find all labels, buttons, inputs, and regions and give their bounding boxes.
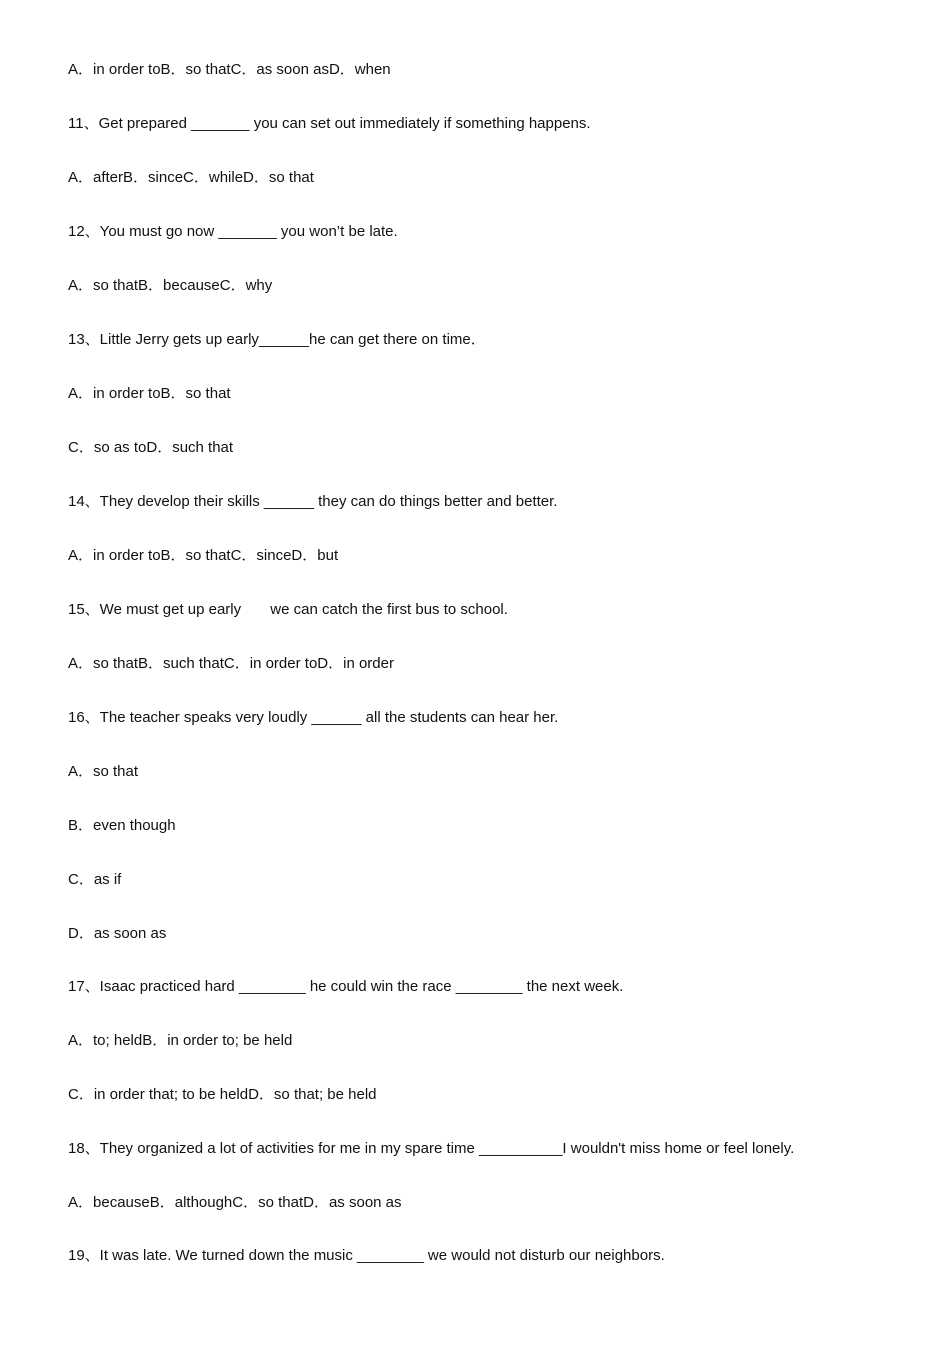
options-q14: A．in order toB．so thatC．sinceD．but (68, 547, 339, 564)
option-q16-b: B．even though (68, 817, 176, 834)
options-q13-ab: A．in order toB．so that (68, 385, 231, 402)
options-q13-cd: C．so as toD．such that (68, 439, 234, 456)
question-18: 18、They organized a lot of activities for me in my spare time __________I wouldn't miss home or feel lonely. (68, 1140, 795, 1157)
options-q17-ab: A．to; heldB．in order to; be held (68, 1032, 293, 1049)
question-13: 13、Little Jerry gets up early______he can get there on time． (68, 331, 486, 348)
options-q10: A．in order toB．so thatC．as soon asD．when (68, 61, 391, 78)
question-19: 19、It was late. We turned down the music ________ we would not disturb our neighbors. (68, 1247, 665, 1264)
options-q12: A．so thatB．becauseC．why (68, 277, 273, 294)
option-q16-d: D．as soon as (68, 925, 167, 942)
question-14: 14、They develop their skills ______ they can do things better and better. (68, 493, 558, 510)
options-q15: A．so thatB．such thatC．in order toD．in order (68, 655, 394, 672)
options-q11: A．afterB．sinceC．whileD．so that (68, 169, 314, 186)
question-17: 17、Isaac practiced hard ________ he could win the race ________ the next week. (68, 978, 624, 995)
options-q18: A．becauseB．althoughC．so thatD．as soon as (68, 1194, 402, 1211)
options-q17-cd: C．in order that; to be heldD．so that; be held (68, 1086, 377, 1103)
question-12: 12、You must go now _______ you won’t be late. (68, 223, 398, 240)
question-15: 15、We must get up early we can catch the first bus to school. (68, 601, 508, 618)
question-11: 11、Get prepared _______ you can set out immediately if something happens. (68, 115, 591, 132)
option-q16-a: A．so that (68, 763, 139, 780)
option-q16-c: C．as if (68, 871, 122, 888)
question-16: 16、The teacher speaks very loudly ______ all the students can hear her. (68, 709, 559, 726)
